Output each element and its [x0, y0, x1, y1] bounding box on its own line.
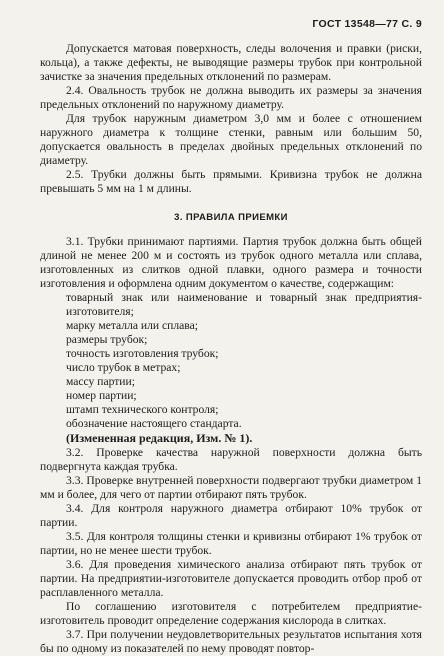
list-item: массу партии;	[66, 375, 135, 388]
list-item: номер партии;	[66, 389, 137, 402]
paragraph: Для трубок наружным диаметром 3,0 мм и более с отношением наружного диаметра к толщине стенки, равным или большим 50, допускается овальность в пределах двойных предельных отклонений по диаметру.	[40, 112, 422, 167]
list-item: товарный знак или наименование и товарный знак предприятия-изготовителя;	[66, 291, 422, 318]
paragraph: Допускается матовая поверхность, следы волочения и правки (риски, кольца), а также дефекты, не выводящие размеры трубок при контрольной зачистке за значения предельных отклонений по размерам.	[40, 42, 422, 83]
paragraph: 2.5. Трубки должны быть прямыми. Кривизна трубок не должна превышать 5 мм на 1 м длины.	[40, 168, 422, 195]
document-body	[40, 42, 422, 656]
revision-note: (Измененная редакция, Изм. № 1).	[66, 431, 253, 445]
paragraph: 3.5. Для контроля толщины стенки и кривизны отбирают 1% трубок от партии, но не менее шести трубок.	[40, 530, 422, 557]
contents-list	[40, 291, 422, 431]
paragraph: 3.7. При получении неудовлетворительных результатов испытания хотя бы по одному из показателей по нему проводят повтор-	[40, 628, 422, 655]
list-item: точность изготовления трубок;	[66, 347, 219, 360]
list-item: размеры трубок;	[66, 333, 148, 346]
paragraph: 3.1. Трубки принимают партиями. Партия трубок должна быть общей длиной не менее 200 м и состоять из трубок одного металла или сплава, изготовленных из слитков одной плавки, одного размера и точности изготовления и оформлена одним документом о качестве, содержащим:	[40, 235, 422, 290]
paragraph: 3.4. Для контроля наружного диаметра отбирают 10% трубок от партии.	[40, 502, 422, 529]
list-item: марку металла или сплава;	[66, 319, 198, 332]
paragraph: 3.3. Проверке внутренней поверхности подвергают трубки диаметром 1 мм и более, для чего от партии отбирают пять трубок.	[40, 474, 422, 501]
page-header: ГОСТ 13548—77 С. 9	[312, 18, 422, 30]
list-item: обозначение настоящего стандарта.	[66, 417, 242, 430]
list-item: число трубок в метрах;	[66, 361, 181, 374]
section-title: 3. ПРАВИЛА ПРИЕМКИ	[174, 212, 288, 223]
paragraph: 3.6. Для проведения химического анализа отбирают пять трубок от партии. На предприятии-изготовителе допускается проводить отбор проб от расплавленного металла.	[40, 558, 422, 599]
paragraph: 2.4. Овальность трубок не должна выводить их размеры за значения предельных отклонений по наружному диаметру.	[40, 84, 422, 111]
paragraph: 3.2. Проверке качества наружной поверхности должна быть подвергнута каждая трубка.	[40, 446, 422, 473]
paragraph: По соглашению изготовителя с потребителем предприятие-изготовитель проводит определение содержания кислорода в слитках.	[40, 600, 422, 627]
list-item: штамп технического контроля;	[66, 403, 219, 416]
